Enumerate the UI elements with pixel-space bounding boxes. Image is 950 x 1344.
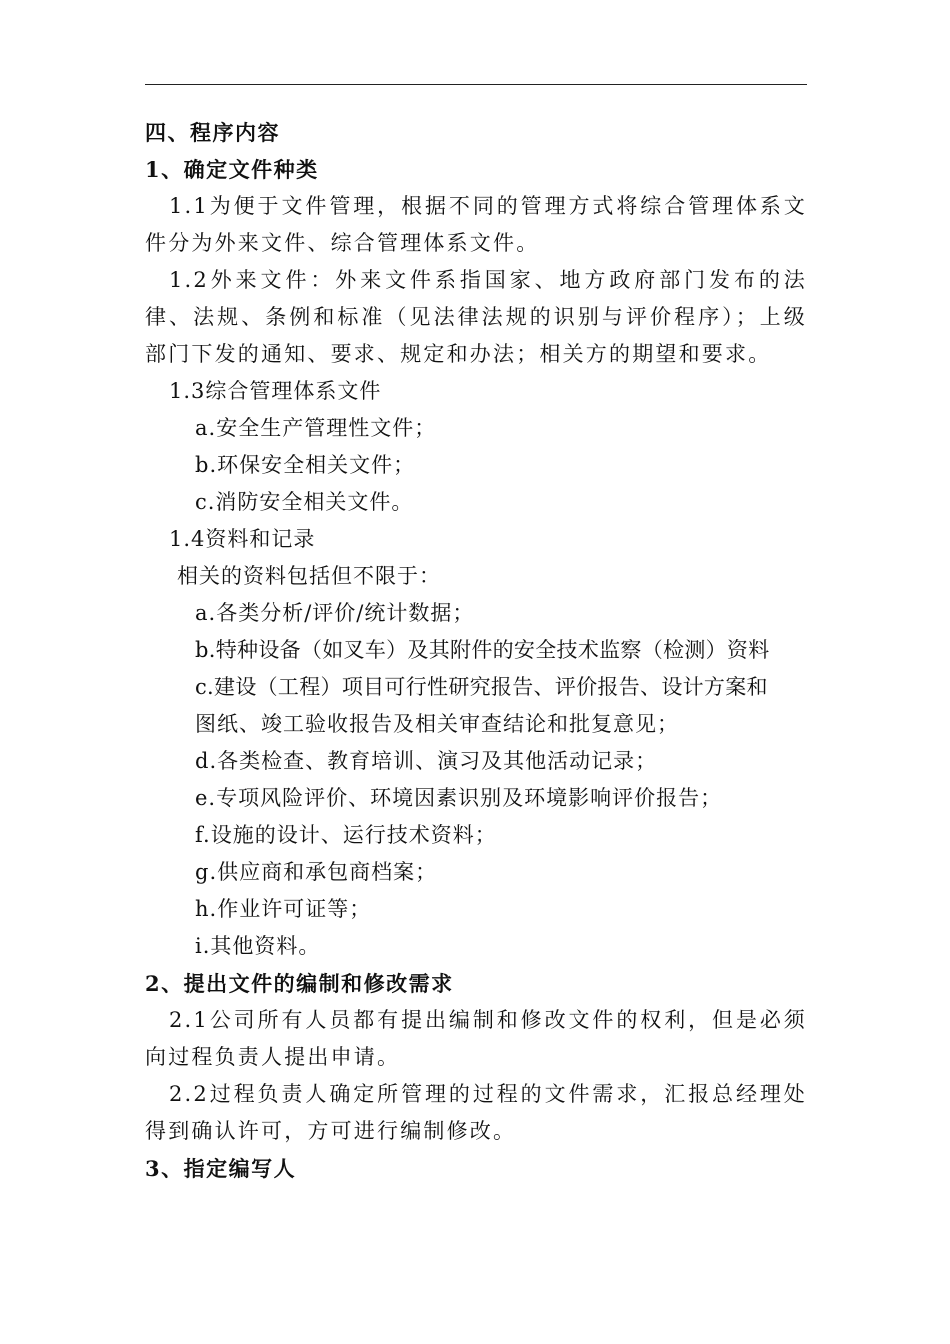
paragraph-2-1: 2.1公司所有人员都有提出编制和修改文件的权利，但是必须向过程负责人提出申请。 bbox=[145, 1008, 807, 1069]
list-item: a.各类分析/评价/统计数据； bbox=[195, 601, 475, 625]
list-item: b.特种设备（如叉车）及其附件的安全技术监察（检测）资料 bbox=[195, 638, 770, 662]
paragraph-1-2: 1.2外来文件：外来文件系指国家、地方政府部门发布的法律、法规、条例和标准（见法律法规的识别与评价程序）；上级部门下发的通知、要求、规定和办法；相关方的期望和要求。 bbox=[145, 268, 807, 366]
list-item: h.作业许可证等； bbox=[195, 897, 372, 921]
list-intro: 相关的资料包括但不限于： bbox=[177, 564, 441, 588]
list-item: c.建设（工程）项目可行性研究报告、评价报告、设计方案和 bbox=[195, 675, 768, 699]
list-item: e.专项风险评价、环境因素识别及环境影响评价报告； bbox=[195, 786, 723, 810]
subheading-1-3: 1.3综合管理体系文件 bbox=[169, 379, 382, 403]
document-body bbox=[145, 114, 807, 1187]
list-item: b.环保安全相关文件； bbox=[195, 453, 416, 477]
subheading-1-4: 1.4资料和记录 bbox=[169, 527, 316, 551]
list-item: i.其他资料。 bbox=[195, 934, 321, 958]
paragraph-2-2: 2.2过程负责人确定所管理的过程的文件需求，汇报总经理处得到确认许可，方可进行编制修改。 bbox=[145, 1082, 807, 1143]
heading-3: 3、指定编写人 bbox=[145, 1156, 297, 1181]
section-title: 四、程序内容 bbox=[145, 120, 280, 145]
list-item: g.供应商和承包商档案； bbox=[195, 860, 438, 884]
heading-2: 2、提出文件的编制和修改需求 bbox=[145, 971, 454, 996]
list-item-continuation: 图纸、竣工验收报告及相关审查结论和批复意见； bbox=[195, 712, 679, 736]
header-rule bbox=[145, 84, 807, 85]
heading-1: 1、确定文件种类 bbox=[145, 157, 319, 182]
paragraph-1-1: 1.1为便于文件管理，根据不同的管理方式将综合管理体系文件分为外来文件、综合管理体系文件。 bbox=[145, 194, 807, 255]
list-item: f.设施的设计、运行技术资料； bbox=[195, 823, 497, 847]
list-item: c.消防安全相关文件。 bbox=[195, 490, 414, 514]
list-item: d.各类检查、教育培训、演习及其他活动记录； bbox=[195, 749, 658, 773]
list-item: a.安全生产管理性文件； bbox=[195, 416, 437, 440]
